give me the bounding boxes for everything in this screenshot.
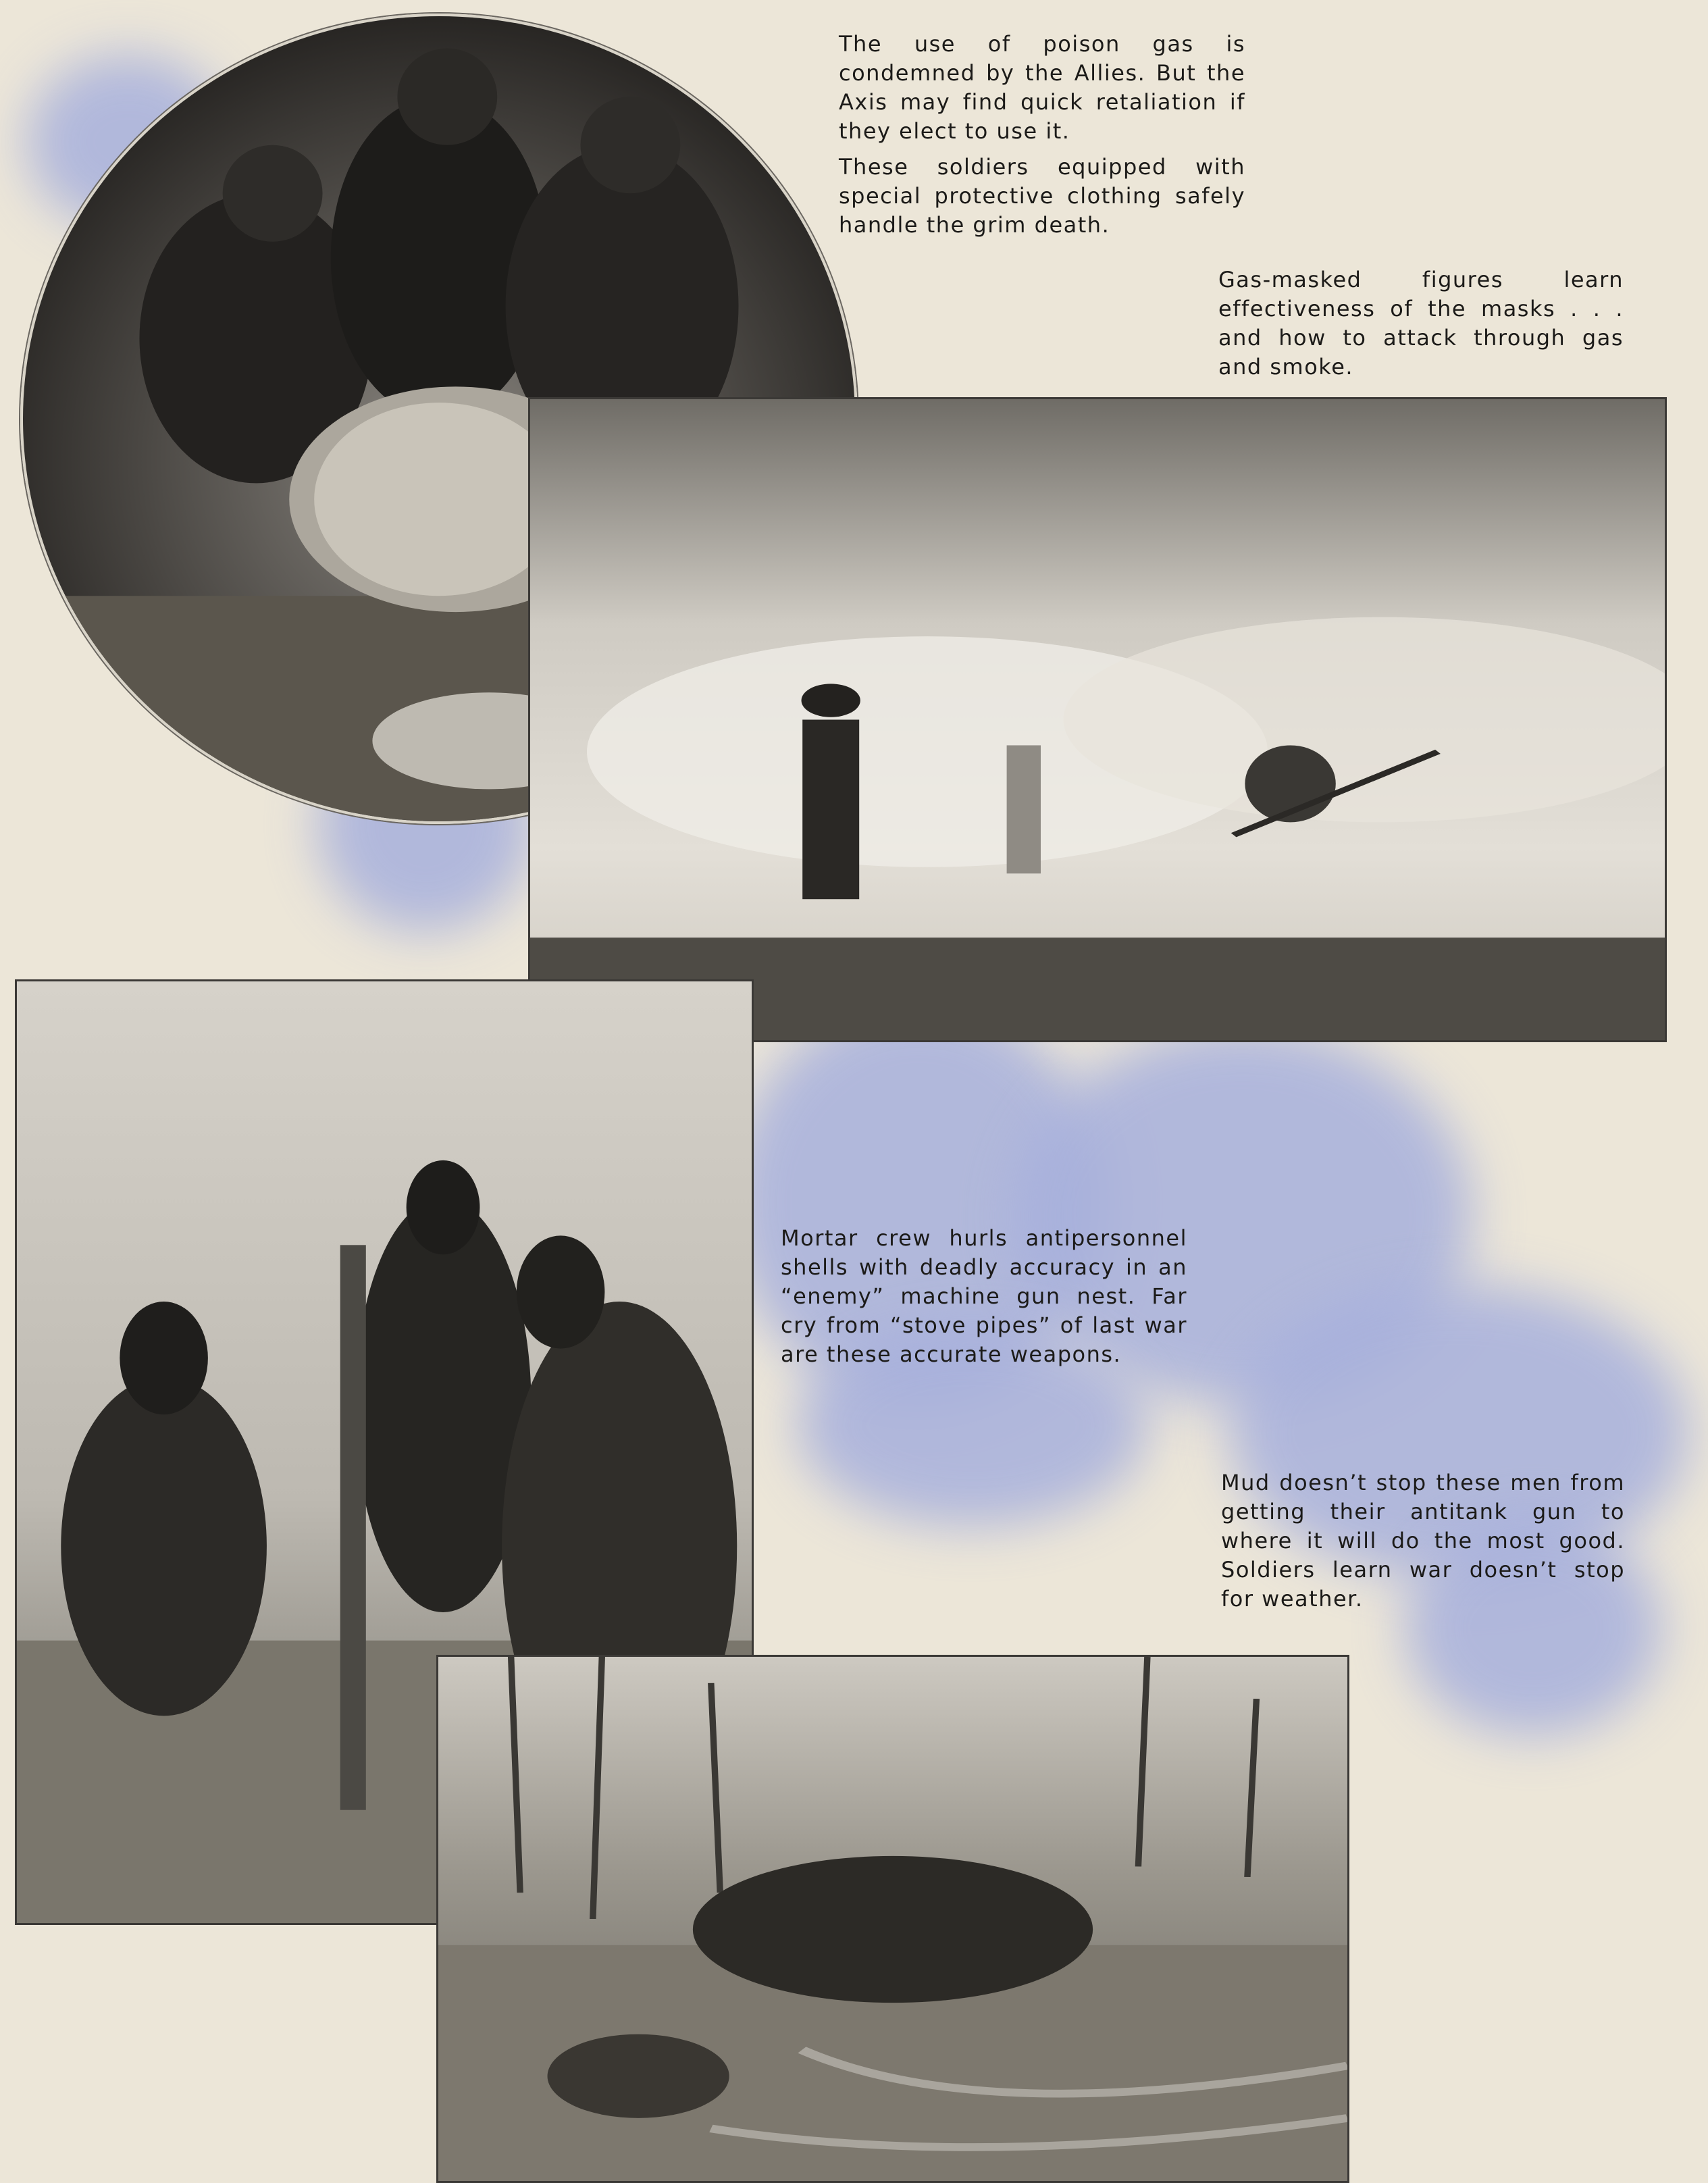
antitank-mud-caption-text: Mud doesn’t stop these men from getting their antitank gun to where it will do the most good. Soldiers learn war doesn’t stop for weather. <box>1221 1470 1625 1612</box>
poison-gas-caption-paragraph-1: The use of poison gas is condemned by the Allies. But the Axis may find quick retaliation if they elect to use it. <box>839 31 1245 144</box>
antitank-mud-caption <box>1221 1468 1625 1614</box>
mortar-crew-caption <box>781 1224 1187 1369</box>
poison-gas-caption <box>839 30 1245 240</box>
gas-masked-caption <box>1218 265 1624 382</box>
mortar-crew-caption-text: Mortar crew hurls antipersonnel shells with deadly accuracy in an “enemy” machine gun nest. Far cry from “stove pipes” of last war are these accurate weapons. <box>781 1225 1187 1367</box>
gas-smoke-attack-photo <box>528 397 1667 1042</box>
antitank-gun-mud-photo <box>436 1655 1349 2183</box>
gas-masked-caption-text: Gas-masked figures learn effectiveness of the masks . . . and how to attack through gas and smoke. <box>1218 267 1624 380</box>
poison-gas-caption-paragraph-2: These soldiers equipped with special protective clothing safely handle the grim death. <box>839 154 1245 238</box>
